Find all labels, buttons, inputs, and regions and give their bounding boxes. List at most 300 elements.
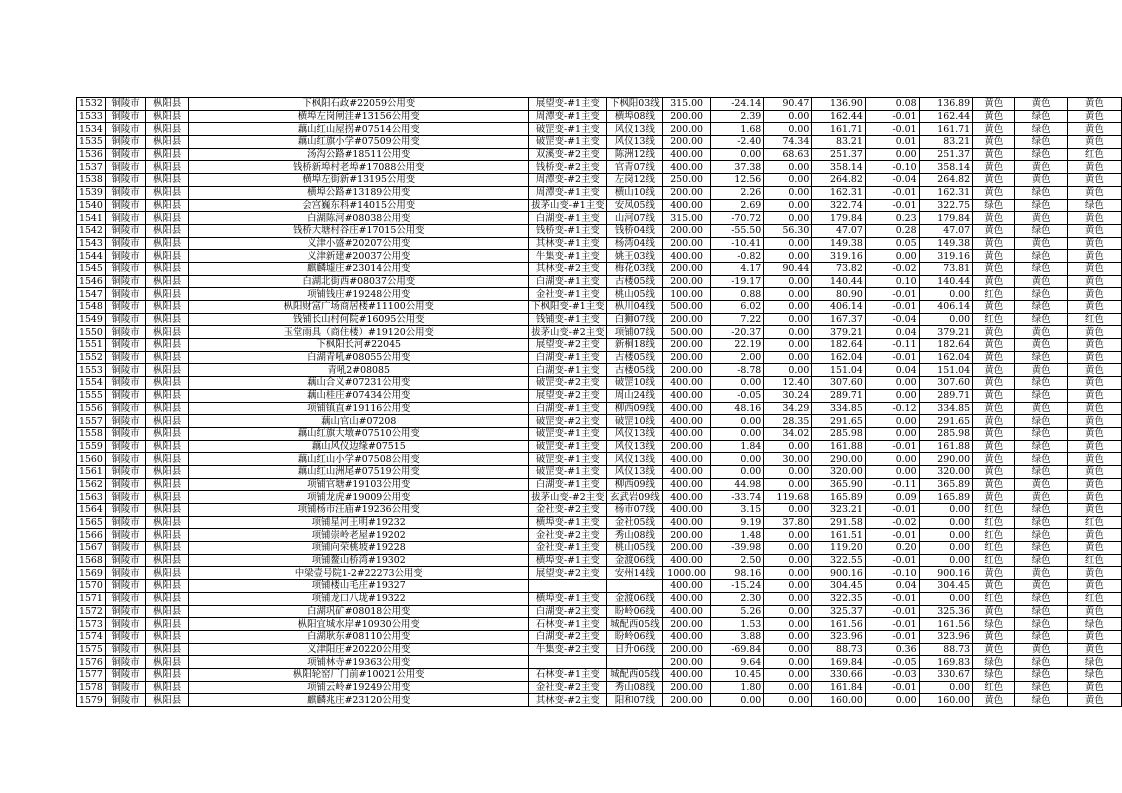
cell-v4: -0.01 bbox=[865, 288, 919, 301]
cell-id: 1577 bbox=[77, 668, 106, 681]
table-row bbox=[77, 339, 1122, 352]
cell-color2: 黄色 bbox=[1015, 567, 1067, 580]
cell-color2: 绿色 bbox=[1015, 301, 1067, 314]
cell-color3: 黄色 bbox=[1067, 301, 1121, 314]
cell-v4: 0.00 bbox=[865, 148, 919, 161]
cell-name: 项铺龙虎#19009公用变 bbox=[189, 491, 529, 504]
table-row bbox=[77, 326, 1122, 339]
cell-city: 铜陵市 bbox=[105, 326, 145, 339]
cell-color3: 黄色 bbox=[1067, 630, 1121, 643]
cell-v3: 330.66 bbox=[812, 668, 866, 681]
cell-county: 枞阳县 bbox=[146, 123, 189, 136]
cell-line: 官青07线 bbox=[607, 161, 663, 174]
cell-id: 1551 bbox=[77, 339, 106, 352]
cell-v1: 10.45 bbox=[710, 668, 763, 681]
cell-city: 铜陵市 bbox=[105, 148, 145, 161]
cell-v5: 365.89 bbox=[919, 478, 973, 491]
cell-name: 藕山红山屋拐#07514公用变 bbox=[189, 123, 529, 136]
cell-v5: 73.81 bbox=[919, 262, 973, 275]
cell-v1: 9.19 bbox=[710, 516, 763, 529]
cell-city: 铜陵市 bbox=[105, 491, 145, 504]
cell-city: 铜陵市 bbox=[105, 110, 145, 123]
cell-v4: 0.00 bbox=[865, 465, 919, 478]
cell-color3: 黄色 bbox=[1067, 161, 1121, 174]
cell-v4: -0.01 bbox=[865, 504, 919, 517]
cell-transformer: 牛集变-#2主变 bbox=[529, 643, 607, 656]
cell-v5: 900.16 bbox=[919, 567, 973, 580]
cell-name: 藕山红旗小学#07509公用变 bbox=[189, 136, 529, 149]
cell-line: 项铺07线 bbox=[607, 326, 663, 339]
cell-v5: 162.04 bbox=[919, 351, 973, 364]
cell-v4: 0.23 bbox=[865, 212, 919, 225]
cell-capacity: 200.00 bbox=[663, 440, 711, 453]
cell-v5: 319.16 bbox=[919, 250, 973, 263]
cell-v3: 149.38 bbox=[812, 237, 866, 250]
cell-v4: 0.00 bbox=[865, 453, 919, 466]
cell-color2: 黄色 bbox=[1015, 237, 1067, 250]
cell-line: 下枫阳03线 bbox=[607, 98, 663, 111]
cell-v4: -0.01 bbox=[865, 110, 919, 123]
cell-v1: 2.39 bbox=[710, 110, 763, 123]
cell-color3: 黄色 bbox=[1067, 212, 1121, 225]
cell-name: 项铺星河王明#19232 bbox=[189, 516, 529, 529]
cell-v2: 119.68 bbox=[764, 491, 812, 504]
cell-color3: 黄色 bbox=[1067, 415, 1121, 428]
cell-capacity: 200.00 bbox=[663, 618, 711, 631]
cell-transformer: 横埠变-#1主变 bbox=[529, 516, 607, 529]
cell-v5: 0.00 bbox=[919, 288, 973, 301]
cell-v5: 0.00 bbox=[919, 313, 973, 326]
cell-v5: 162.44 bbox=[919, 110, 973, 123]
cell-v1: 2.69 bbox=[710, 199, 763, 212]
cell-color3: 黄色 bbox=[1067, 681, 1121, 694]
table-row bbox=[77, 554, 1122, 567]
cell-county: 枞阳县 bbox=[146, 453, 189, 466]
cell-color3: 黄色 bbox=[1067, 110, 1121, 123]
cell-v1: -8.78 bbox=[710, 364, 763, 377]
cell-city: 铜陵市 bbox=[105, 516, 145, 529]
cell-id: 1536 bbox=[77, 148, 106, 161]
cell-color3: 绿色 bbox=[1067, 199, 1121, 212]
cell-county: 枞阳县 bbox=[146, 98, 189, 111]
cell-v5: 165.89 bbox=[919, 491, 973, 504]
cell-color3: 黄色 bbox=[1067, 237, 1121, 250]
cell-transformer: 破罡变-#1主变 bbox=[529, 427, 607, 440]
cell-capacity: 400.00 bbox=[663, 592, 711, 605]
cell-color1: 黄色 bbox=[973, 580, 1015, 593]
cell-v5: 285.98 bbox=[919, 427, 973, 440]
cell-v1: -33.74 bbox=[710, 491, 763, 504]
cell-name: 钱桥新埠村老埠#17088公用变 bbox=[189, 161, 529, 174]
cell-transformer: 钱铺变-#1主变 bbox=[529, 313, 607, 326]
table-row bbox=[77, 136, 1122, 149]
cell-v2: 0.00 bbox=[764, 174, 812, 187]
cell-v2: 12.40 bbox=[764, 377, 812, 390]
cell-v1: 48.16 bbox=[710, 402, 763, 415]
cell-id: 1550 bbox=[77, 326, 106, 339]
cell-v1: 3.88 bbox=[710, 630, 763, 643]
cell-color2: 绿色 bbox=[1015, 592, 1067, 605]
cell-v4: -0.02 bbox=[865, 516, 919, 529]
cell-name: 白湖北街西#08037公用变 bbox=[189, 275, 529, 288]
cell-transformer: 破罡变-#2主变 bbox=[529, 415, 607, 428]
table-row bbox=[77, 98, 1122, 111]
cell-v4: -0.01 bbox=[865, 440, 919, 453]
cell-v2: 30.00 bbox=[764, 453, 812, 466]
cell-v3: 140.44 bbox=[812, 275, 866, 288]
cell-color1: 黄色 bbox=[973, 491, 1015, 504]
cell-v1: 0.88 bbox=[710, 288, 763, 301]
cell-color1: 黄色 bbox=[973, 643, 1015, 656]
cell-id: 1535 bbox=[77, 136, 106, 149]
cell-city: 铜陵市 bbox=[105, 592, 145, 605]
cell-v4: -0.12 bbox=[865, 402, 919, 415]
cell-transformer: 白湖变-#1主变 bbox=[529, 275, 607, 288]
cell-color1: 红色 bbox=[973, 288, 1015, 301]
cell-v4: 0.04 bbox=[865, 326, 919, 339]
cell-v4: -0.11 bbox=[865, 339, 919, 352]
cell-name: 麒麟兆庄#23120公用变 bbox=[189, 694, 529, 707]
cell-line: 风仪13线 bbox=[607, 453, 663, 466]
cell-id: 1555 bbox=[77, 389, 106, 402]
cell-city: 铜陵市 bbox=[105, 567, 145, 580]
cell-transformer: 白湖变-#1主变 bbox=[529, 351, 607, 364]
cell-name: 藕山官山#07208 bbox=[189, 415, 529, 428]
cell-v4: 0.00 bbox=[865, 415, 919, 428]
cell-name: 藕山风仪边缘#07515 bbox=[189, 440, 529, 453]
cell-name: 枞阳财富广场商居楼#11100公用变 bbox=[189, 301, 529, 314]
cell-color3: 黄色 bbox=[1067, 275, 1121, 288]
cell-v2: 0.00 bbox=[764, 630, 812, 643]
cell-v5: 161.88 bbox=[919, 440, 973, 453]
cell-id: 1565 bbox=[77, 516, 106, 529]
cell-v2: 0.00 bbox=[764, 250, 812, 263]
cell-color1: 红色 bbox=[973, 554, 1015, 567]
cell-v1: 44.98 bbox=[710, 478, 763, 491]
cell-v4: -0.05 bbox=[865, 656, 919, 669]
cell-v4: 0.36 bbox=[865, 643, 919, 656]
cell-v3: 161.56 bbox=[812, 618, 866, 631]
cell-capacity: 200.00 bbox=[663, 694, 711, 707]
cell-name: 藕山合义#07231公用变 bbox=[189, 377, 529, 390]
table-row bbox=[77, 288, 1122, 301]
cell-line: 风仪13线 bbox=[607, 465, 663, 478]
cell-transformer: 金社变-#2主变 bbox=[529, 529, 607, 542]
cell-color1: 黄色 bbox=[973, 377, 1015, 390]
cell-v3: 161.71 bbox=[812, 123, 866, 136]
cell-v3: 83.21 bbox=[812, 136, 866, 149]
cell-color3: 黄色 bbox=[1067, 580, 1121, 593]
cell-transformer: 破罡变-#1主变 bbox=[529, 440, 607, 453]
cell-v5: 264.82 bbox=[919, 174, 973, 187]
cell-v4: -0.01 bbox=[865, 630, 919, 643]
cell-color2: 绿色 bbox=[1015, 504, 1067, 517]
cell-line: 玄武岩09线 bbox=[607, 491, 663, 504]
cell-color2: 黄色 bbox=[1015, 580, 1067, 593]
cell-color3: 黄色 bbox=[1067, 504, 1121, 517]
cell-color3: 黄色 bbox=[1067, 377, 1121, 390]
cell-line: 破罡10线 bbox=[607, 415, 663, 428]
cell-v1: 1.53 bbox=[710, 618, 763, 631]
cell-id: 1538 bbox=[77, 174, 106, 187]
cell-v4: 0.20 bbox=[865, 542, 919, 555]
cell-v1: 1.48 bbox=[710, 529, 763, 542]
cell-county: 枞阳县 bbox=[146, 402, 189, 415]
cell-city: 铜陵市 bbox=[105, 174, 145, 187]
cell-line: 枞川04线 bbox=[607, 301, 663, 314]
cell-transformer: 展望变-#2主变 bbox=[529, 339, 607, 352]
cell-county: 枞阳县 bbox=[146, 351, 189, 364]
cell-v2: 0.00 bbox=[764, 529, 812, 542]
cell-v3: 285.98 bbox=[812, 427, 866, 440]
cell-v5: 322.75 bbox=[919, 199, 973, 212]
cell-id: 1544 bbox=[77, 250, 106, 263]
cell-color1: 黄色 bbox=[973, 250, 1015, 263]
cell-v1: 0.00 bbox=[710, 694, 763, 707]
cell-line: 城配西05线 bbox=[607, 618, 663, 631]
cell-id: 1564 bbox=[77, 504, 106, 517]
cell-v3: 322.74 bbox=[812, 199, 866, 212]
table-row bbox=[77, 174, 1122, 187]
cell-county: 枞阳县 bbox=[146, 199, 189, 212]
cell-v5: 47.07 bbox=[919, 224, 973, 237]
cell-v4: -0.01 bbox=[865, 351, 919, 364]
cell-v3: 182.64 bbox=[812, 339, 866, 352]
cell-color3: 红色 bbox=[1067, 554, 1121, 567]
cell-color3: 黄色 bbox=[1067, 465, 1121, 478]
cell-color3: 黄色 bbox=[1067, 174, 1121, 187]
cell-name: 白湖耿东#08110公用变 bbox=[189, 630, 529, 643]
cell-v3: 322.35 bbox=[812, 592, 866, 605]
table-row bbox=[77, 567, 1122, 580]
cell-color1: 黄色 bbox=[973, 630, 1015, 643]
cell-line: 陈洲12线 bbox=[607, 148, 663, 161]
table-row bbox=[77, 681, 1122, 694]
cell-id: 1553 bbox=[77, 364, 106, 377]
cell-color2: 黄色 bbox=[1015, 161, 1067, 174]
cell-v3: 169.84 bbox=[812, 656, 866, 669]
cell-capacity: 200.00 bbox=[663, 339, 711, 352]
cell-color3: 黄色 bbox=[1067, 694, 1121, 707]
cell-color3: 黄色 bbox=[1067, 453, 1121, 466]
cell-v3: 160.00 bbox=[812, 694, 866, 707]
cell-county: 枞阳县 bbox=[146, 364, 189, 377]
cell-v1: 6.02 bbox=[710, 301, 763, 314]
cell-color2: 绿色 bbox=[1015, 668, 1067, 681]
cell-color3: 绿色 bbox=[1067, 618, 1121, 631]
cell-v2: 34.02 bbox=[764, 427, 812, 440]
cell-v2: 56.30 bbox=[764, 224, 812, 237]
table-row bbox=[77, 504, 1122, 517]
cell-color1: 红色 bbox=[973, 681, 1015, 694]
cell-v2: 30.24 bbox=[764, 389, 812, 402]
cell-v5: 0.00 bbox=[919, 592, 973, 605]
cell-city: 铜陵市 bbox=[105, 224, 145, 237]
cell-county: 枞阳县 bbox=[146, 529, 189, 542]
cell-transformer: 展望变-#2主变 bbox=[529, 389, 607, 402]
cell-capacity: 400.00 bbox=[663, 427, 711, 440]
cell-transformer: 牛集变-#1主变 bbox=[529, 250, 607, 263]
cell-v5: 0.00 bbox=[919, 529, 973, 542]
table-row bbox=[77, 478, 1122, 491]
cell-line: 白狮07线 bbox=[607, 313, 663, 326]
cell-color2: 绿色 bbox=[1015, 250, 1067, 263]
cell-transformer: 金社变-#1主变 bbox=[529, 288, 607, 301]
cell-v1: 22.19 bbox=[710, 339, 763, 352]
cell-name: 藕山红山洲尾#07519公用变 bbox=[189, 465, 529, 478]
cell-name: 白湖青吼#08055公用变 bbox=[189, 351, 529, 364]
cell-v4: 0.10 bbox=[865, 275, 919, 288]
cell-v2: 68.63 bbox=[764, 148, 812, 161]
cell-color2: 绿色 bbox=[1015, 351, 1067, 364]
cell-name: 会宫巍东科#14015公用变 bbox=[189, 199, 529, 212]
cell-color3: 黄色 bbox=[1067, 440, 1121, 453]
cell-capacity: 200.00 bbox=[663, 313, 711, 326]
cell-id: 1561 bbox=[77, 465, 106, 478]
cell-color2: 绿色 bbox=[1015, 694, 1067, 707]
cell-v1: -15.24 bbox=[710, 580, 763, 593]
cell-county: 枞阳县 bbox=[146, 491, 189, 504]
cell-capacity: 400.00 bbox=[663, 491, 711, 504]
cell-city: 铜陵市 bbox=[105, 123, 145, 136]
cell-v3: 162.31 bbox=[812, 186, 866, 199]
cell-capacity: 500.00 bbox=[663, 301, 711, 314]
cell-city: 铜陵市 bbox=[105, 681, 145, 694]
cell-v4: 0.05 bbox=[865, 237, 919, 250]
cell-v2: 34.29 bbox=[764, 402, 812, 415]
cell-color2: 绿色 bbox=[1015, 618, 1067, 631]
cell-v5: 379.21 bbox=[919, 326, 973, 339]
cell-v4: -0.03 bbox=[865, 668, 919, 681]
cell-id: 1560 bbox=[77, 453, 106, 466]
cell-name: 汤沟公路#18511公用变 bbox=[189, 148, 529, 161]
cell-transformer: 石林变-#1主变 bbox=[529, 668, 607, 681]
cell-v3: 323.21 bbox=[812, 504, 866, 517]
cell-county: 枞阳县 bbox=[146, 389, 189, 402]
cell-v3: 165.89 bbox=[812, 491, 866, 504]
cell-color2: 绿色 bbox=[1015, 262, 1067, 275]
cell-city: 铜陵市 bbox=[105, 339, 145, 352]
cell-v5: 83.21 bbox=[919, 136, 973, 149]
cell-v2: 0.00 bbox=[764, 186, 812, 199]
table-row bbox=[77, 123, 1122, 136]
cell-color1: 黄色 bbox=[973, 415, 1015, 428]
cell-county: 枞阳县 bbox=[146, 478, 189, 491]
data-table bbox=[76, 97, 1122, 707]
cell-color3: 黄色 bbox=[1067, 567, 1121, 580]
cell-transformer: 钱桥变-#1主变 bbox=[529, 224, 607, 237]
cell-county: 枞阳县 bbox=[146, 542, 189, 555]
cell-color2: 绿色 bbox=[1015, 542, 1067, 555]
cell-color1: 绿色 bbox=[973, 199, 1015, 212]
cell-color3: 黄色 bbox=[1067, 529, 1121, 542]
cell-v2: 28.35 bbox=[764, 415, 812, 428]
cell-transformer: 其林变-#2主变 bbox=[529, 262, 607, 275]
cell-id: 1546 bbox=[77, 275, 106, 288]
cell-transformer: 破罡变-#2主变 bbox=[529, 377, 607, 390]
cell-color3: 黄色 bbox=[1067, 262, 1121, 275]
cell-capacity: 400.00 bbox=[663, 161, 711, 174]
cell-color1: 黄色 bbox=[973, 427, 1015, 440]
cell-v1: -20.37 bbox=[710, 326, 763, 339]
cell-city: 铜陵市 bbox=[105, 351, 145, 364]
cell-city: 铜陵市 bbox=[105, 427, 145, 440]
cell-v3: 320.00 bbox=[812, 465, 866, 478]
cell-v5: 291.65 bbox=[919, 415, 973, 428]
cell-id: 1574 bbox=[77, 630, 106, 643]
cell-city: 铜陵市 bbox=[105, 313, 145, 326]
table-row bbox=[77, 389, 1122, 402]
cell-name: 中梁壹号院1-2#22273公用变 bbox=[189, 567, 529, 580]
cell-line: 梅花03线 bbox=[607, 262, 663, 275]
cell-color2: 绿色 bbox=[1015, 389, 1067, 402]
cell-color2: 绿色 bbox=[1015, 313, 1067, 326]
cell-color1: 黄色 bbox=[973, 364, 1015, 377]
cell-color1: 黄色 bbox=[973, 453, 1015, 466]
cell-county: 枞阳县 bbox=[146, 694, 189, 707]
cell-color2: 黄色 bbox=[1015, 643, 1067, 656]
cell-id: 1532 bbox=[77, 98, 106, 111]
cell-v3: 379.21 bbox=[812, 326, 866, 339]
cell-city: 铜陵市 bbox=[105, 504, 145, 517]
cell-color1: 黄色 bbox=[973, 98, 1015, 111]
cell-color2: 绿色 bbox=[1015, 453, 1067, 466]
cell-transformer: 横埠变-#1主变 bbox=[529, 554, 607, 567]
cell-v1: 0.00 bbox=[710, 377, 763, 390]
cell-color2: 绿色 bbox=[1015, 440, 1067, 453]
cell-name: 义津新建#20037公用变 bbox=[189, 250, 529, 263]
cell-v5: 358.14 bbox=[919, 161, 973, 174]
cell-county: 枞阳县 bbox=[146, 465, 189, 478]
table-row bbox=[77, 694, 1122, 707]
cell-v1: 1.84 bbox=[710, 440, 763, 453]
cell-color1: 黄色 bbox=[973, 351, 1015, 364]
cell-v3: 319.16 bbox=[812, 250, 866, 263]
cell-color2: 绿色 bbox=[1015, 465, 1067, 478]
cell-v1: -10.41 bbox=[710, 237, 763, 250]
cell-v5: 140.44 bbox=[919, 275, 973, 288]
cell-name: 麒麟墟庄#23014公用变 bbox=[189, 262, 529, 275]
cell-v3: 289.71 bbox=[812, 389, 866, 402]
cell-color3: 黄色 bbox=[1067, 491, 1121, 504]
cell-line: 柳西09线 bbox=[607, 478, 663, 491]
cell-color1: 黄色 bbox=[973, 402, 1015, 415]
cell-v2: 0.00 bbox=[764, 212, 812, 225]
table-row bbox=[77, 643, 1122, 656]
cell-capacity: 200.00 bbox=[663, 351, 711, 364]
table-row bbox=[77, 212, 1122, 225]
cell-color2: 绿色 bbox=[1015, 224, 1067, 237]
table-row bbox=[77, 351, 1122, 364]
cell-transformer: 周潭变-#1主变 bbox=[529, 186, 607, 199]
cell-line: 新桐18线 bbox=[607, 339, 663, 352]
cell-line: 杨湾04线 bbox=[607, 237, 663, 250]
cell-name: 横埠左街新#13195公用变 bbox=[189, 174, 529, 187]
cell-capacity: 400.00 bbox=[663, 402, 711, 415]
cell-name: 白湖巩矿#08018公用变 bbox=[189, 605, 529, 618]
cell-transformer: 破罡变-#1主变 bbox=[529, 123, 607, 136]
cell-line: 阳和07线 bbox=[607, 694, 663, 707]
cell-color3: 黄色 bbox=[1067, 186, 1121, 199]
cell-v3: 900.16 bbox=[812, 567, 866, 580]
cell-line: 金社05线 bbox=[607, 516, 663, 529]
cell-line: 桃山05线 bbox=[607, 288, 663, 301]
cell-color3: 红色 bbox=[1067, 313, 1121, 326]
cell-v2: 0.00 bbox=[764, 478, 812, 491]
cell-name: 项铺钱庄#19248公用变 bbox=[189, 288, 529, 301]
cell-capacity: 400.00 bbox=[663, 630, 711, 643]
cell-city: 铜陵市 bbox=[105, 694, 145, 707]
